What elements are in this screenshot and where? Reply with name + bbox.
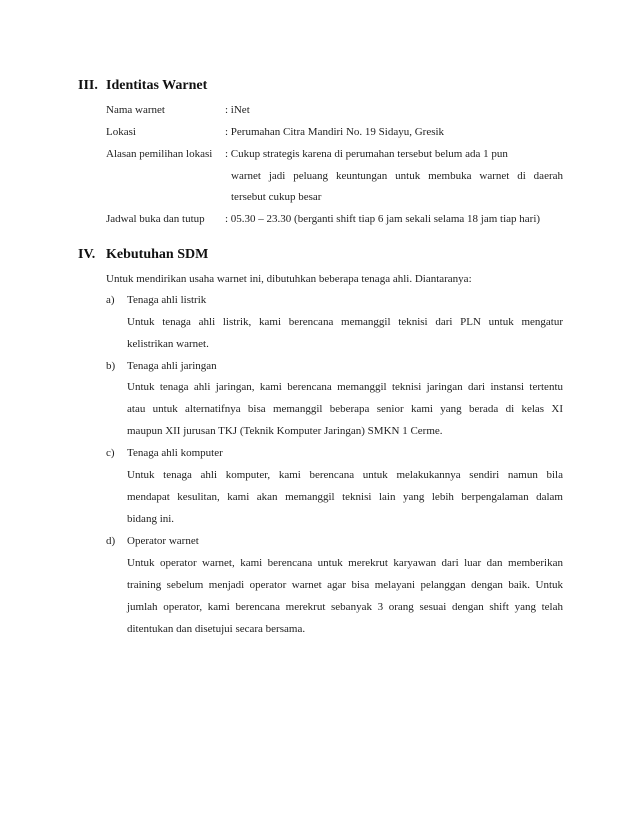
label-jadwal: Jadwal buka dan tutup bbox=[106, 213, 205, 225]
list-item-line: jumlah operator, kami berencana merekrut sebanyak 3 orang sesuai dengan shift yang telah bbox=[127, 601, 563, 613]
list-item-line: maupun XII jurusan TKJ (Teknik Komputer Jaringan) SMKN 1 Cerme. bbox=[127, 425, 443, 437]
value-alasan: : Cukup strategis karena di perumahan tersebut belum ada 1 pun bbox=[225, 148, 508, 160]
section-heading-identitas bbox=[78, 78, 207, 94]
list-item-title: Tenaga ahli listrik bbox=[127, 294, 207, 306]
list-item-line: training sebelum menjadi operator warnet agar bisa melayani pelanggan dengan baik. Untuk bbox=[127, 579, 563, 591]
list-marker: d) bbox=[106, 535, 116, 547]
list-item-line: mendapat kesulitan, kami akan memanggil teknisi lain yang lebih berpengalaman dalam bbox=[127, 491, 563, 503]
list-item-line: kelistrikan warnet. bbox=[127, 338, 209, 350]
list-item-line: ditentukan dan disetujui secara bersama. bbox=[127, 623, 306, 635]
value-nama-warnet: : iNet bbox=[225, 104, 250, 116]
list-item-line: Untuk tenaga ahli jaringan, kami berencana memanggil teknisi jaringan dari instansi tertentu bbox=[127, 381, 563, 393]
value-alasan-cont1: warnet jadi peluang keuntungan untuk membuka warnet di daerah bbox=[231, 170, 563, 182]
section-number: III. bbox=[78, 78, 98, 93]
list-marker: a) bbox=[106, 294, 115, 306]
label-alasan: Alasan pemilihan lokasi bbox=[106, 148, 213, 160]
section-number: IV. bbox=[78, 247, 96, 262]
value-alasan-cont2: tersebut cukup besar bbox=[231, 191, 322, 203]
list-item-title: Operator warnet bbox=[127, 535, 199, 547]
value-lokasi: : Perumahan Citra Mandiri No. 19 Sidayu, Gresik bbox=[225, 126, 445, 138]
intro-paragraph: Untuk mendirikan usaha warnet ini, dibutuhkan beberapa tenaga ahli. Diantaranya: bbox=[106, 273, 472, 285]
list-marker: b) bbox=[106, 360, 116, 372]
section-heading-kebutuhan-sdm bbox=[78, 247, 208, 263]
list-item-line: bidang ini. bbox=[127, 513, 175, 525]
list-item-line: atau untuk alternatifnya bisa memanggil beberapa senior kami yang berada di kelas XI bbox=[127, 403, 563, 415]
label-lokasi: Lokasi bbox=[106, 126, 136, 138]
list-marker: c) bbox=[106, 447, 115, 459]
section-title: Kebutuhan SDM bbox=[106, 247, 209, 262]
section-title: Identitas Warnet bbox=[106, 78, 208, 93]
list-item-title: Tenaga ahli jaringan bbox=[127, 360, 217, 372]
list-item-line: Untuk operator warnet, kami berencana untuk merekrut karyawan dari luar dan memberikan bbox=[127, 557, 563, 569]
list-item-line: Untuk tenaga ahli komputer, kami berencana untuk melakukannya sendiri namun bila bbox=[127, 469, 563, 481]
label-nama-warnet: Nama warnet bbox=[106, 104, 165, 116]
list-item-title: Tenaga ahli komputer bbox=[127, 447, 223, 459]
list-item-line: Untuk tenaga ahli listrik, kami berencana memanggil teknisi dari PLN untuk mengatur bbox=[127, 316, 563, 328]
value-jadwal: : 05.30 – 23.30 (berganti shift tiap 6 jam sekali selama 18 jam tiap hari) bbox=[225, 213, 541, 225]
